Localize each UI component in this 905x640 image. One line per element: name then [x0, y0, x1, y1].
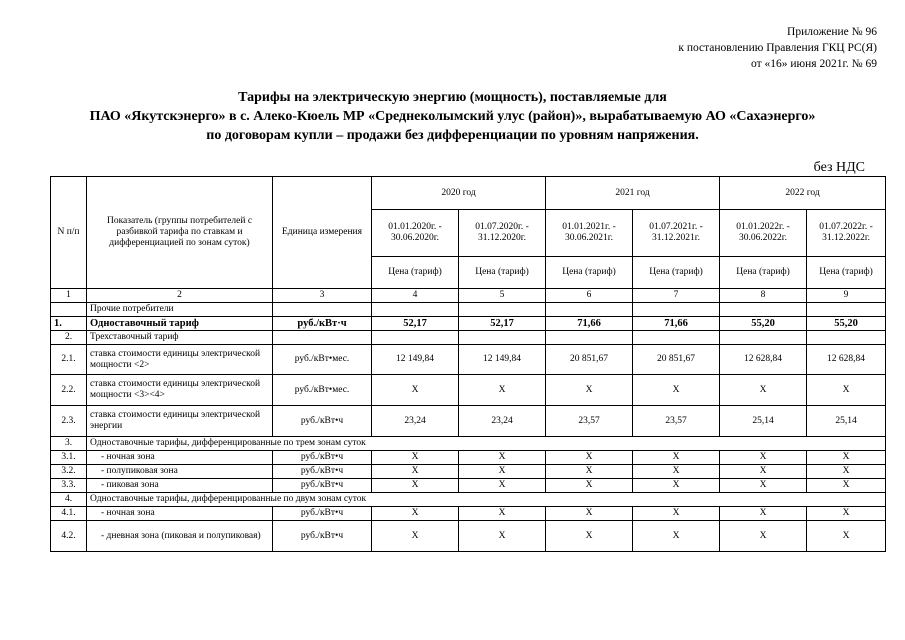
row-value: X	[546, 507, 633, 521]
row-value: X	[459, 521, 546, 552]
row-num: 1.	[51, 317, 87, 331]
row-name: - полупиковая зона	[87, 465, 273, 479]
row-value: X	[633, 479, 720, 493]
header-year: 2020 год	[372, 177, 546, 210]
header-year: 2021 год	[546, 177, 720, 210]
row-num: 3.3.	[51, 479, 87, 493]
row-value: X	[720, 521, 807, 552]
row-num: 2.2.	[51, 375, 87, 406]
table-row	[51, 317, 886, 331]
row-value: X	[372, 521, 459, 552]
row-name: - ночная зона	[87, 507, 273, 521]
row-name: - ночная зона	[87, 451, 273, 465]
row-value: X	[633, 507, 720, 521]
table-row	[51, 479, 886, 493]
appendix-line: к постановлению Правления ГКЦ РС(Я)	[678, 42, 877, 54]
row-value: 23,24	[459, 406, 546, 437]
row-value: 52,17	[372, 317, 459, 331]
row-value: 23,57	[633, 406, 720, 437]
table-row	[51, 303, 886, 317]
row-value: X	[633, 465, 720, 479]
header-period: 01.07.2021г. - 31.12.2021г.	[633, 210, 720, 257]
row-value: 12 628,84	[720, 345, 807, 375]
column-number: 9	[807, 289, 886, 303]
row-num: 2.3.	[51, 406, 87, 437]
row-value: X	[633, 521, 720, 552]
row-num: 3.2.	[51, 465, 87, 479]
row-name: ставка стоимости единицы электрической энергии	[87, 406, 273, 437]
row-value: X	[546, 521, 633, 552]
row-value: X	[720, 507, 807, 521]
row-name: Одноставочные тарифы, дифференцированные по двум зонам суток	[87, 493, 886, 507]
document-title	[0, 88, 905, 145]
row-value: X	[807, 507, 886, 521]
row-num: 3.1.	[51, 451, 87, 465]
row-value: 52,17	[459, 317, 546, 331]
row-num: 3.	[51, 437, 87, 451]
row-name: - дневная зона (пиковая и полупиковая)	[87, 521, 273, 552]
row-name: ставка стоимости единицы электрической мощности <2>	[87, 345, 273, 375]
column-number: 3	[273, 289, 372, 303]
table-row	[51, 437, 886, 451]
row-value: 55,20	[720, 317, 807, 331]
row-num: 4.2.	[51, 521, 87, 552]
table-row	[51, 406, 886, 437]
row-name: Прочие потребители	[87, 303, 273, 317]
row-value: X	[546, 479, 633, 493]
column-number: 1	[51, 289, 87, 303]
row-unit: руб./кВт•ч	[273, 521, 372, 552]
row-value: X	[807, 465, 886, 479]
title-line: ПАО «Якутскэнерго» в с. Алеко-Кюель МР «Среднеколымский улус (район)», вырабатываемую АО «Сахаэнерго»	[89, 109, 816, 124]
column-number: 2	[87, 289, 273, 303]
row-num: 2.1.	[51, 345, 87, 375]
header-period: 01.01.2022г. - 30.06.2022г.	[720, 210, 807, 257]
appendix-line: Приложение № 96	[787, 26, 877, 38]
row-value: X	[807, 375, 886, 406]
column-number: 4	[372, 289, 459, 303]
row-value: X	[372, 479, 459, 493]
row-value: 71,66	[633, 317, 720, 331]
header-period: 01.07.2022г. - 31.12.2022г.	[807, 210, 886, 257]
row-name: Одноставочный тариф	[87, 317, 273, 331]
row-value: X	[459, 375, 546, 406]
tariff-table	[50, 176, 886, 552]
row-num: 2.	[51, 331, 87, 345]
table-row	[51, 331, 886, 345]
row-unit: руб./кВт•мес.	[273, 375, 372, 406]
row-value: X	[720, 465, 807, 479]
row-unit: руб./кВт•ч	[273, 465, 372, 479]
header-num: N п/п	[51, 177, 87, 289]
table-row	[51, 451, 886, 465]
header-period: 01.07.2020г. - 31.12.2020г.	[459, 210, 546, 257]
row-value: 23,24	[372, 406, 459, 437]
column-number: 8	[720, 289, 807, 303]
row-name: - пиковая зона	[87, 479, 273, 493]
row-name: ставка стоимости единицы электрической мощности <3><4>	[87, 375, 273, 406]
title-line: по договорам купли – продажи без дифференциации по уровням напряжения.	[206, 128, 699, 143]
row-value: 23,57	[546, 406, 633, 437]
table-row	[51, 507, 886, 521]
row-value: X	[546, 451, 633, 465]
header-year: 2022 год	[720, 177, 886, 210]
title-line: Тарифы на электрическую энергию (мощность), поставляемые для	[238, 90, 667, 105]
row-unit: руб./кВт•ч	[273, 507, 372, 521]
row-value: 12 149,84	[372, 345, 459, 375]
row-name: Трехставочный тариф	[87, 331, 273, 345]
row-value: X	[633, 451, 720, 465]
row-value: 71,66	[546, 317, 633, 331]
header-price: Цена (тариф)	[720, 257, 807, 289]
appendix-block	[678, 24, 877, 72]
row-value: X	[459, 507, 546, 521]
row-value: X	[372, 375, 459, 406]
table-row	[51, 521, 886, 552]
row-num: 4.	[51, 493, 87, 507]
header-price: Цена (тариф)	[633, 257, 720, 289]
column-number-row	[51, 289, 886, 303]
row-value: X	[459, 451, 546, 465]
row-value: 12 149,84	[459, 345, 546, 375]
row-name: Одноставочные тарифы, дифференцированные по трем зонам суток	[87, 437, 886, 451]
row-unit: руб./кВт•мес.	[273, 345, 372, 375]
row-unit: руб./кВт•ч	[273, 479, 372, 493]
row-value: X	[720, 479, 807, 493]
table-row	[51, 345, 886, 375]
row-value: X	[633, 375, 720, 406]
row-value: 20 851,67	[546, 345, 633, 375]
vat-note: без НДС	[813, 160, 865, 175]
row-value: X	[546, 465, 633, 479]
appendix-line: от «16» июня 2021г. № 69	[751, 58, 877, 70]
header-indicator: Показатель (группы потребителей с разбивкой тарифа по ставкам и дифференциацией по зонам суток)	[87, 177, 273, 289]
row-value: X	[372, 507, 459, 521]
header-unit: Единица измерения	[273, 177, 372, 289]
row-value: 20 851,67	[633, 345, 720, 375]
row-value: 12 628,84	[807, 345, 886, 375]
row-value: X	[720, 451, 807, 465]
table-row	[51, 465, 886, 479]
row-value: X	[372, 465, 459, 479]
row-value: 25,14	[807, 406, 886, 437]
row-value: X	[807, 451, 886, 465]
row-unit: руб./кВт·ч	[273, 317, 372, 331]
table-row	[51, 493, 886, 507]
row-value: X	[720, 375, 807, 406]
header-price: Цена (тариф)	[807, 257, 886, 289]
column-number: 6	[546, 289, 633, 303]
row-unit: руб./кВт•ч	[273, 451, 372, 465]
header-period: 01.01.2021г. - 30.06.2021г.	[546, 210, 633, 257]
column-number: 7	[633, 289, 720, 303]
row-value: 25,14	[720, 406, 807, 437]
row-value: X	[807, 479, 886, 493]
column-number: 5	[459, 289, 546, 303]
header-price: Цена (тариф)	[372, 257, 459, 289]
table-row	[51, 375, 886, 406]
row-value: X	[372, 451, 459, 465]
row-value: X	[459, 465, 546, 479]
header-price: Цена (тариф)	[546, 257, 633, 289]
row-value: X	[807, 521, 886, 552]
row-unit: руб./кВт•ч	[273, 406, 372, 437]
row-value: 55,20	[807, 317, 886, 331]
row-num: 4.1.	[51, 507, 87, 521]
row-value: X	[546, 375, 633, 406]
header-period: 01.01.2020г. - 30.06.2020г.	[372, 210, 459, 257]
header-price: Цена (тариф)	[459, 257, 546, 289]
row-value: X	[459, 479, 546, 493]
